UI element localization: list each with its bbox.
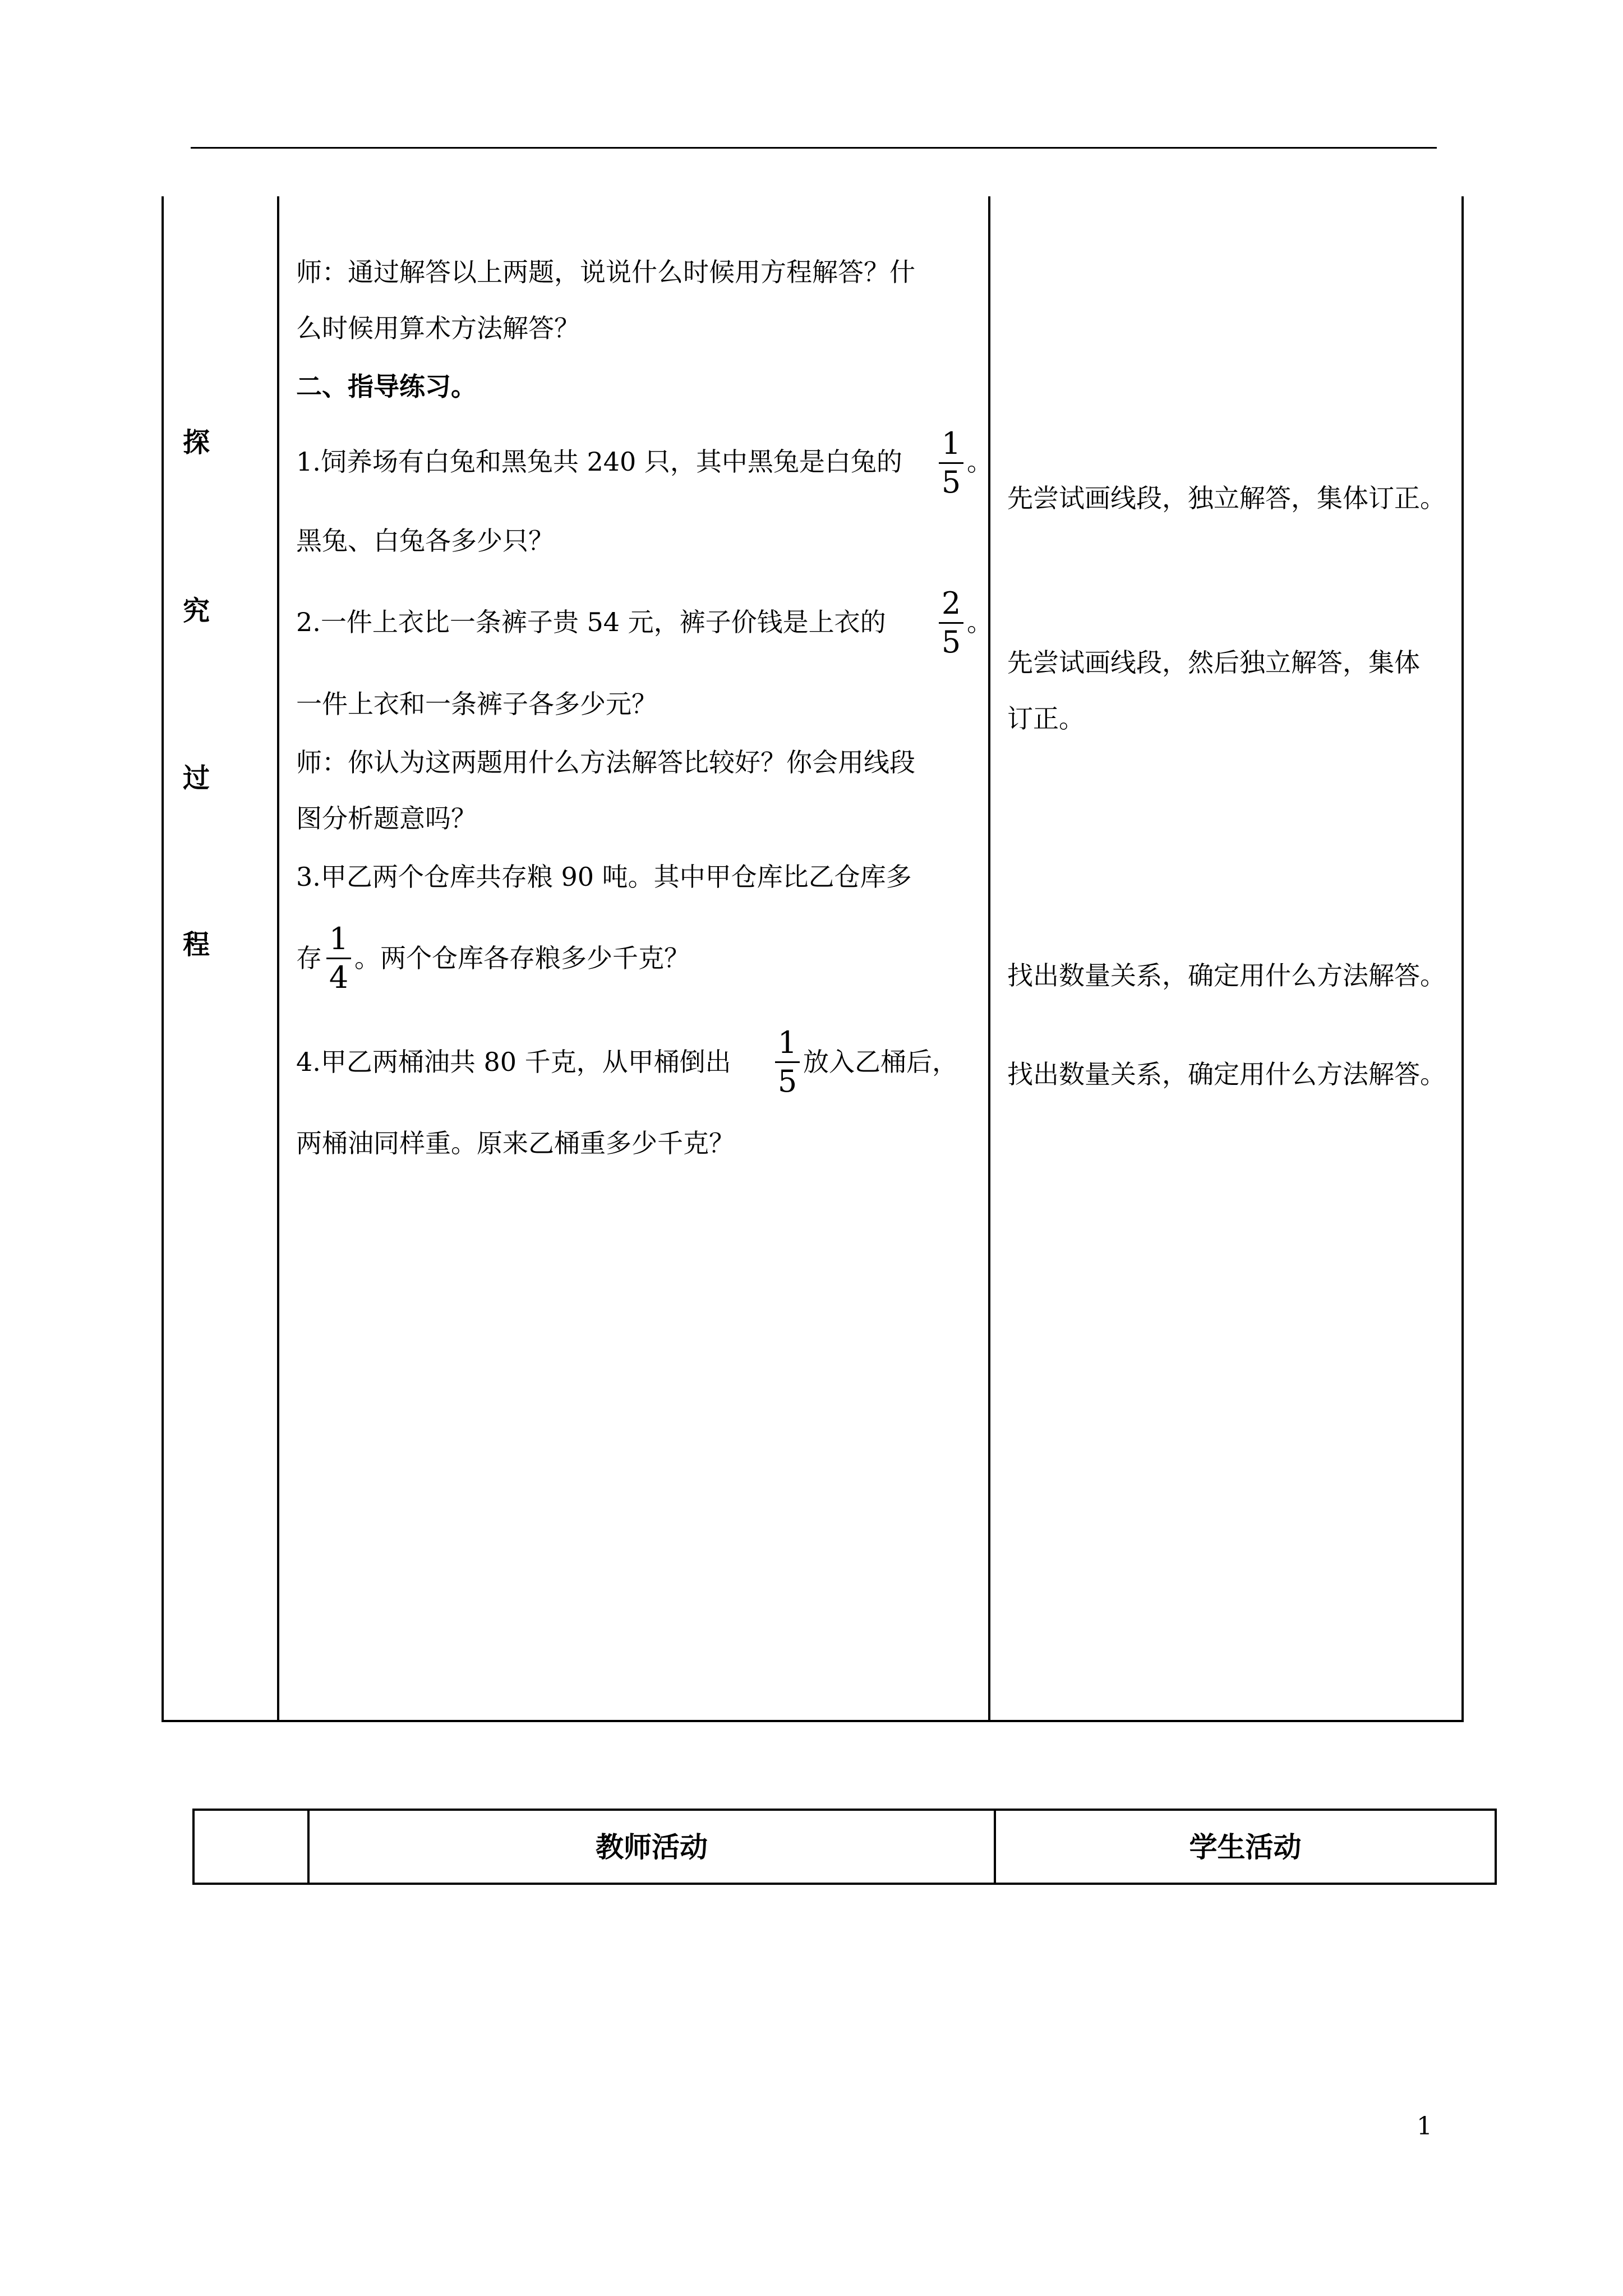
- side-label-char: 程: [182, 929, 210, 960]
- table-divider-2: [988, 196, 990, 1721]
- problem-4-line2: 两桶油同样重。原来乙桶重多少千克？: [296, 1128, 735, 1158]
- problem-3-prefix: 存: [296, 943, 322, 973]
- problem-2-line1: 2.一件上衣比一条裤子贵 54 元，裤子价钱是上衣的: [296, 607, 886, 637]
- problem-1-fraction: [935, 426, 967, 500]
- fraction-bar: [939, 622, 963, 624]
- student-activity-4: 找出数量关系，确定用什么方法解答。: [1007, 1059, 1446, 1089]
- fraction-denominator: 5: [777, 1064, 797, 1099]
- student-activity-3: 找出数量关系，确定用什么方法解答。: [1007, 960, 1446, 991]
- section-title: 二、指导练习。: [296, 371, 477, 402]
- fraction-denominator: 5: [941, 464, 961, 500]
- page-number: 1: [1417, 2112, 1432, 2141]
- side-label-char: 探: [182, 427, 210, 458]
- fraction-numerator: 2: [941, 586, 961, 621]
- fraction-numerator: 1: [777, 1025, 797, 1060]
- question-2-line1: 师：你认为这两题用什么方法解答比较好？你会用线段: [296, 747, 915, 777]
- question-2-line2: 图分析题意吗？: [296, 803, 477, 834]
- student-activity-1: 先尝试画线段，独立解答，集体订正。: [1007, 483, 1446, 513]
- fraction-numerator: 1: [941, 426, 961, 461]
- problem-2-line2: 一件上衣和一条裤子各多少元？: [296, 689, 657, 719]
- problem-3-fraction: [323, 922, 354, 995]
- table-border-right: [1461, 196, 1464, 1721]
- fraction-bar: [775, 1061, 800, 1063]
- fraction-numerator: 1: [329, 921, 349, 956]
- teacher-activity-header: 教师活动: [596, 1830, 708, 1864]
- header-rule: [191, 147, 1437, 149]
- fraction-bar: [939, 462, 963, 464]
- table-border-bottom: [162, 1720, 1464, 1722]
- problem-2-period: 。: [967, 607, 993, 637]
- problem-3-suffix: 。两个仓库各存粮多少千克？: [354, 943, 690, 973]
- table-divider-1: [277, 196, 279, 1721]
- side-label-char: 究: [182, 595, 210, 627]
- problem-3-line1: 3.甲乙两个仓库共存粮 90 吨。其中甲仓库比乙仓库多: [296, 862, 912, 892]
- side-label-char: 过: [182, 762, 210, 794]
- problem-4-fraction: [772, 1025, 803, 1099]
- problem-1-line1: 1.饲养场有白兔和黑兔共 240 只，其中黑兔是白兔的: [296, 447, 902, 477]
- problem-1-line2: 黑兔、白兔各多少只？: [296, 526, 554, 556]
- fraction-bar: [326, 958, 351, 959]
- problem-2-fraction: [935, 586, 967, 660]
- student-activity-header: 学生活动: [1189, 1830, 1302, 1864]
- fraction-denominator: 4: [329, 960, 349, 995]
- header-table-border-left: [192, 1809, 195, 1885]
- problem-4-prefix: 4.甲乙两桶油共 80 千克，从甲桶倒出: [296, 1047, 731, 1077]
- problem-4-suffix: 放入乙桶后，: [803, 1047, 958, 1077]
- question-intro-line2: 么时候用算术方法解答？: [296, 313, 580, 343]
- question-intro-line1: 师：通过解答以上两题，说说什么时候用方程解答？什: [296, 257, 915, 287]
- problem-1-period: 。: [967, 447, 993, 477]
- fraction-denominator: 5: [941, 624, 961, 660]
- header-table-border-right: [1495, 1809, 1497, 1885]
- student-activity-2-line2: 订正。: [1007, 703, 1085, 734]
- student-activity-2-line1: 先尝试画线段，然后独立解答，集体: [1007, 647, 1420, 678]
